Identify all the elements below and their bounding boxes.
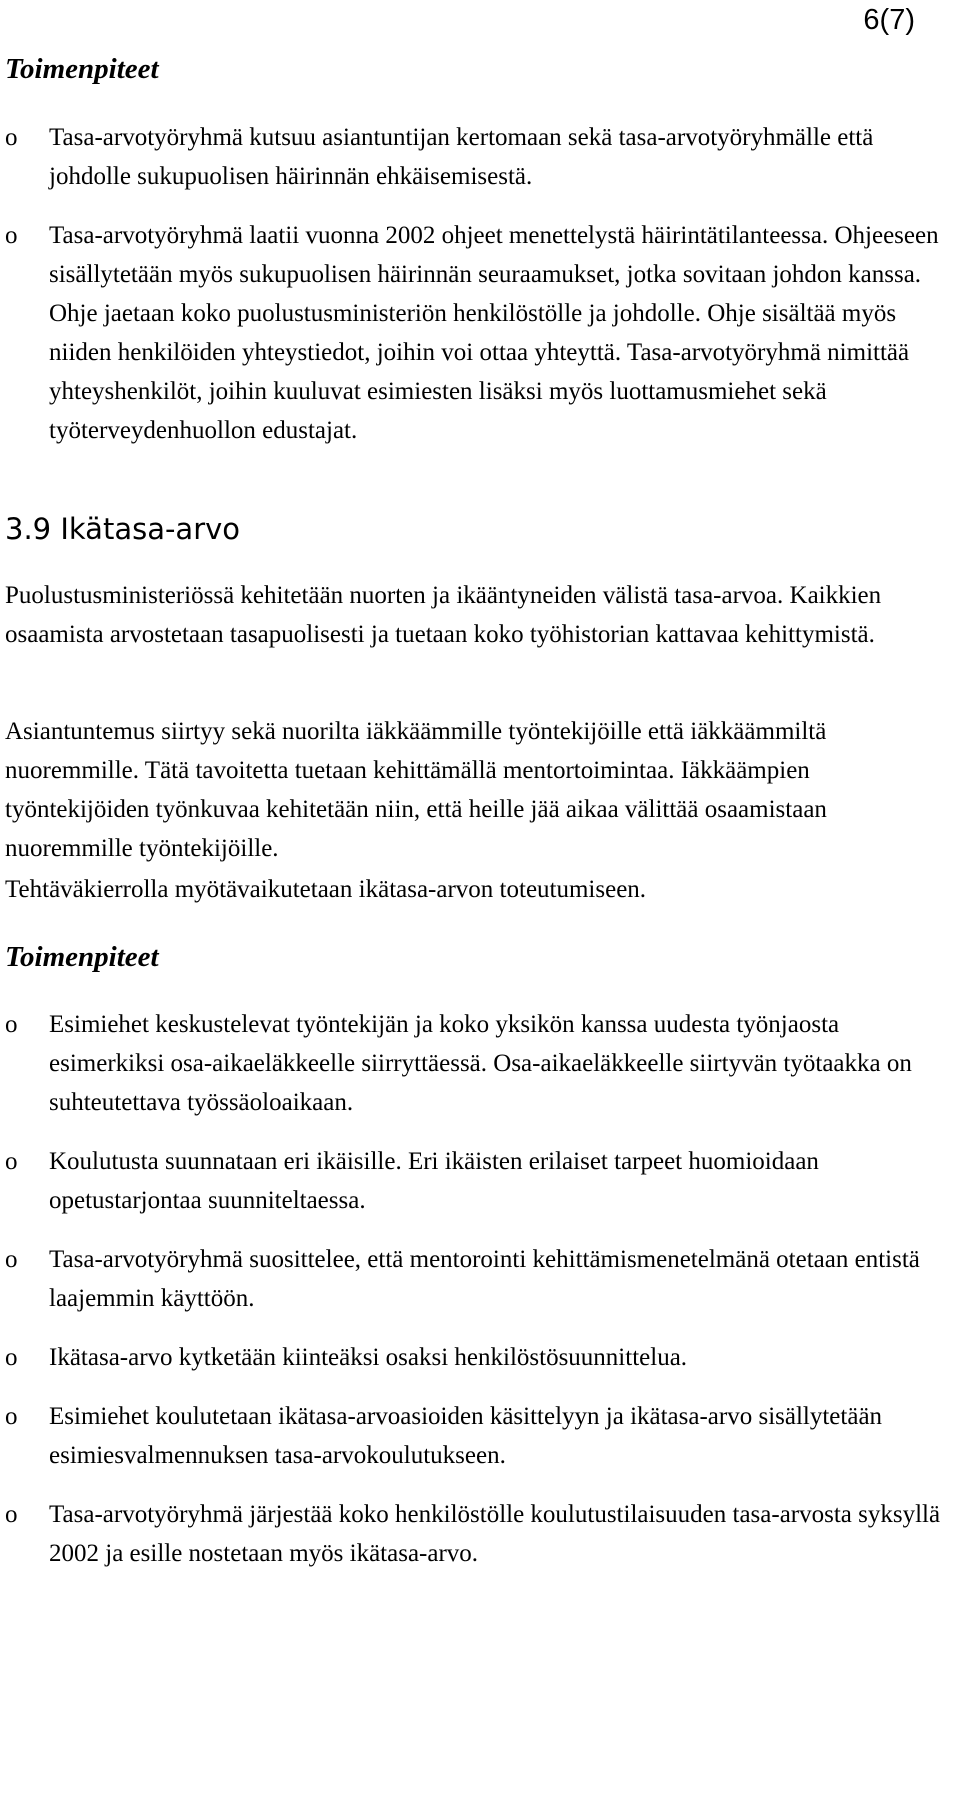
- bullet-marker: o: [5, 1011, 18, 1038]
- paragraph: Tehtäväkierrolla myötävaikutetaan ikätasa-arvon toteutumiseen.: [5, 876, 647, 903]
- bullet-marker: o: [5, 1501, 18, 1528]
- list-item: [5, 1240, 941, 1318]
- list-item: [5, 1142, 941, 1220]
- list-item-text: Tasa-arvotyöryhmä kutsuu asiantuntijan kertomaan sekä tasa-arvotyöryhmälle että johdolle sukupuolisen häirinnän ehkäisemisestä.: [49, 124, 874, 190]
- list-item-text: Esimiehet keskustelevat työntekijän ja koko yksikön kanssa uudesta työnjaosta esimerkiksi osa-aikaeläkkeelle siirryttäessä. Osa-aikaeläkkeelle siirtyvän työtaakka on suhteutettava työssäoloaikaan.: [49, 1011, 912, 1116]
- list-item: [5, 216, 941, 450]
- bullet-marker: o: [5, 124, 18, 151]
- bullet-marker: o: [5, 1344, 18, 1371]
- list-item-text: Tasa-arvotyöryhmä laatii vuonna 2002 ohjeet menettelystä häirintätilanteessa. Ohjeeseen sisällytetään myös sukupuolisen häirinnän seuraamukset, jotka sovitaan johdon kanssa. Ohje jaetaan koko puolustusministeriön henkilöstölle ja johdolle. Ohje sisältää myös niiden henkilöiden yhteystiedot, joihin voi ottaa yhteyttä. Tasa-arvotyöryhmä nimittää yhteyshenkilöt, joihin kuuluvat esimiesten lisäksi myös luottamusmiehet sekä työterveydenhuollon edustajat.: [49, 222, 939, 444]
- bullet-marker: o: [5, 1403, 18, 1430]
- list-item: [5, 1495, 941, 1573]
- bullet-marker: o: [5, 1246, 18, 1273]
- paragraph: Puolustusministeriössä kehitetään nuorten ja ikääntyneiden välistä tasa-arvoa. Kaikkien osaamista arvostetaan tasapuolisesti ja tuetaan koko työhistorian kattavaa kehittymistä.: [5, 582, 882, 648]
- list-item-text: Ikätasa-arvo kytketään kiinteäksi osaksi henkilöstösuunnittelua.: [49, 1344, 688, 1371]
- heading-toimenpiteet-2: Toimenpiteet: [5, 941, 159, 973]
- paragraph: Asiantuntemus siirtyy sekä nuorilta iäkkäämmille työntekijöille että iäkkäämmiltä nuoremmille. Tätä tavoitetta tuetaan kehittämällä mentortoimintaa. Iäkkäämpien työntekijöiden työnkuvaa kehitetään niin, että heille jää aikaa välittää osaamistaan nuoremmille työntekijöille.: [5, 718, 827, 862]
- actions-list-2: [5, 1005, 941, 1593]
- list-item-text: Tasa-arvotyöryhmä suosittelee, että mentorointi kehittämismenetelmänä otetaan entistä laajemmin käyttöön.: [49, 1246, 920, 1312]
- bullet-marker: o: [5, 1148, 18, 1175]
- list-item-text: Esimiehet koulutetaan ikätasa-arvoasioiden käsittelyyn ja ikätasa-arvo sisällytetään esimiesvalmennuksen tasa-arvokoulutukseen.: [49, 1403, 883, 1469]
- section-heading: 3.9 Ikätasa-arvo: [5, 512, 241, 546]
- list-item: [5, 118, 941, 196]
- list-item: [5, 1397, 941, 1475]
- page-number: 6(7): [863, 4, 915, 36]
- list-item-text: Tasa-arvotyöryhmä järjestää koko henkilöstölle koulutustilaisuuden tasa-arvosta syksyllä 2002 ja esille nostetaan myös ikätasa-arvo.: [49, 1501, 941, 1567]
- list-item: [5, 1338, 941, 1377]
- heading-toimenpiteet-1: Toimenpiteet: [5, 53, 159, 85]
- bullet-marker: o: [5, 222, 18, 249]
- list-item: [5, 1005, 941, 1122]
- actions-list-1: [5, 118, 941, 470]
- list-item-text: Koulutusta suunnataan eri ikäisille. Eri ikäisten erilaiset tarpeet huomioidaan opetustarjontaa suunniteltaessa.: [49, 1148, 819, 1214]
